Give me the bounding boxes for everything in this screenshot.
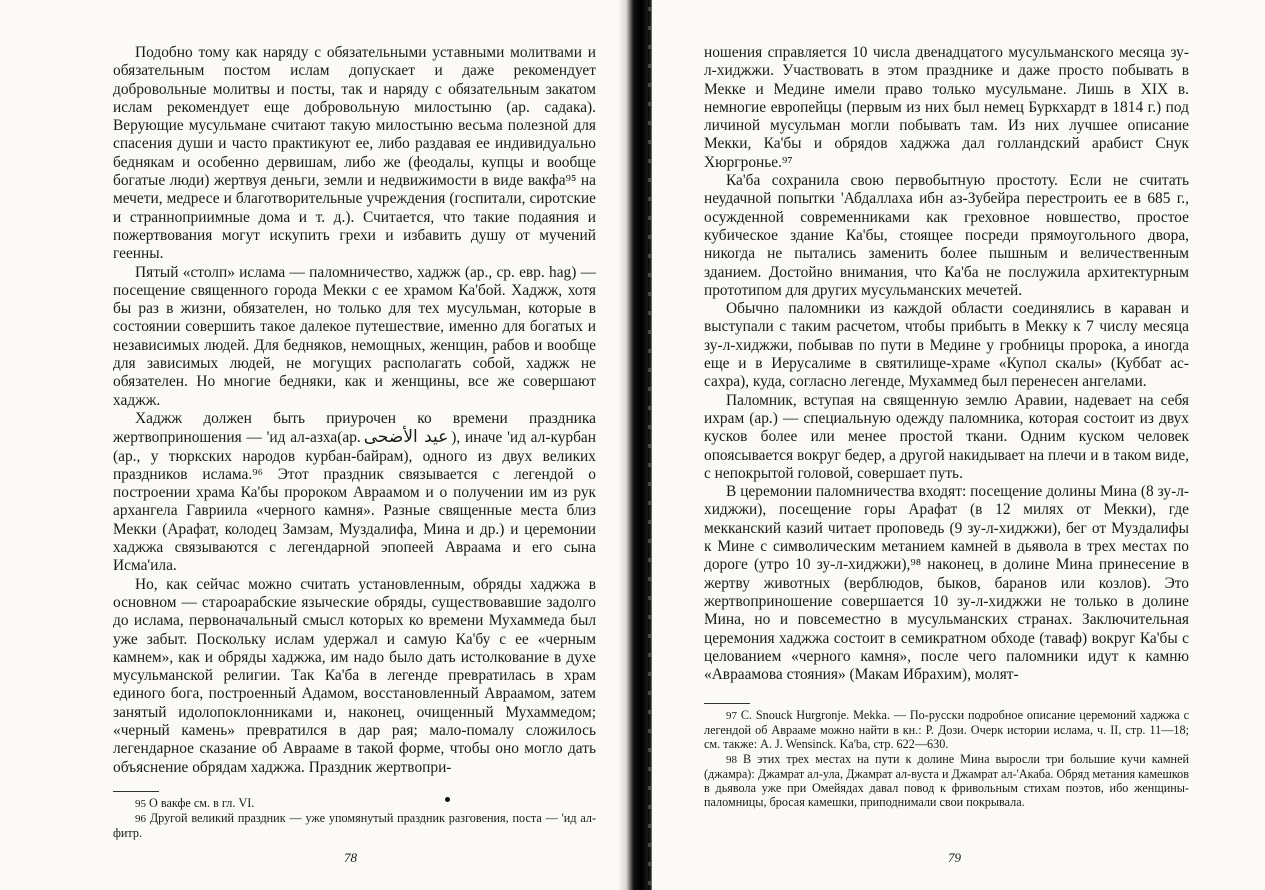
footnote-rule xyxy=(113,791,159,792)
footnote-text: Другой великий праздник — уже упомянутый праздник разговения, поста — 'ид ал-фитр. xyxy=(113,811,597,841)
paragraph: Но, как сейчас можно считать установленным, обряды хаджжа в основном — староарабские языческие обряды, существовавшие задолго до ислама, первоначальный смысл которых ко времени Мухаммеда был уже забыт. Поскольку ислам удержал и самую Ка'бу с ее «черным камнем», как и обряды хаджжа, им надо было дать истолкование в духе мусульманской религии. Так Ка'ба в легенде превратилась в храм единого бога, построенный Адамом, восстановленный Авраамом, затем занятый идолопоклонниками и, наконец, очищенный Мухаммедом; «черный камень» превратился в дар рая; мало-помалу сложилось легендарное сказание об Аврааме в такой форме, чтобы оно могло дать объяснение обрядам хаджжа. Праздник жертвопри- xyxy=(113,575,596,776)
paragraph: Обычно паломники из каждой области соединялись в караван и выступали с таким расчетом, чтобы прибыть в Мекку к 7 числу месяца зу-л-хиджжи, побывав по пути в Медине у гробницы пророка, а иногда еще и в Иерусалиме в святилище-храме «Купол скалы» (Куббат ас-сахра), куда, согласно легенде, Мухаммед был перенесен ангелами. xyxy=(704,300,1189,391)
hajj-paragraph xyxy=(113,410,596,576)
arabic-phrase: عيد الأضحى xyxy=(363,427,449,448)
page-number: 79 xyxy=(948,850,961,865)
arabic-parenthesis: ) xyxy=(451,429,457,447)
footnote-text: В этих трех местах на пути к долине Мина выросли три большие кучи камней (джамра): Джамрат ал-ула, Джамрат ал-вуста и Джамрат ал-'Акаба. Обряд метания камешков в дьявола уже при Омейядах давал повод к фривольным стихам поэтов, ибо женщины-паломницы, бросая камешки, приподнимали свои покрывала. xyxy=(704,751,1190,810)
paragraph: Подобно тому как наряду с обязательными уставными молитвами и обязательным постом ислам допускает и даже рекомендует добровольные молитвы и посты, так и наряду с обязательным закатом ислам рекомендует еще добровольную милостыню (ар. садака). Верующие мусульмане считают такую милостыню весьма полезной для спасения души и часто практикуют ее, либо раздавая ее индивидуально беднякам и особенно дервишам, либо же (феодалы, купцы и вообще богатые люди) жертвуя деньги, земли и недвижимости в виде вакфа⁹⁵ на мечети, медресе и благотворительные учреждения (госпитали, сиротские и странноприимные дома и т. д.). Считается, что такие подаяния и пожертвования могут искупить грехи и избавить душу от мучений геенны. xyxy=(113,44,596,263)
page-number: 78 xyxy=(344,850,357,865)
arabic-parenthesis: ( xyxy=(337,429,343,447)
right-page xyxy=(652,0,1265,890)
footnote-number: 98 xyxy=(726,753,737,766)
footnote-number: 97 xyxy=(726,710,737,722)
paragraph: ношения справляется 10 числа двенадцатого мусульманского месяца зу-л-хиджжи. Участвовать в этом празднике и даже просто побывать в Мекке и Медине имели право только мусульмане. Лишь в XIX в. немногие европейцы (первым из них был немец Буркхардт в 1814 г.) под личиной мусульман могли побывать там. Из них лучшее описание Мекки, Ка'бы и обрядов хаджжа дал голландский арабист Снук Хюргронье.⁹⁷ xyxy=(704,44,1189,171)
paragraph: Паломник, вступая на священную землю Аравии, надевает на себя ихрам (ар.) — специальную одежду паломника, которая состоит из двух кусков более или менее простой ткани. Одним куском человек опоясывается вокруг бедер, а другой накидывает на плечи и в таком виде, с непокрытой головой, совершает путь. xyxy=(704,391,1189,482)
paragraph: Ка'ба сохранила свою первобытную простоту. Если не считать неудачной попытки 'Абдаллаха ибн аз-Зубейра перестроить ее в 685 г., осужденной современниками как греховное новшество, простое кубическое здание Ка'бы, стоящее посреди прямоугольного двора, никогда не пытались заменить более пышным и величественным зданием. Достойно внимания, что Ка'ба не послужила архитектурным прототипом для других мусульманских мечетей. xyxy=(704,172,1189,299)
footnote-rule xyxy=(704,703,750,704)
left-page-body xyxy=(113,44,596,777)
paragraph-text: , иначе 'ид ал-курбан (ар., у тюркских народов курбан-байрам), одного из двух великих праздников ислама.⁹⁶ Этот праздник связывается с легендой о построении храма Ка'бы пророком Авраамом и о получении им из рук архангела Гавриила «черного камня». Разные священные места близ Мекки (Арафат, колодец Замзам, Муздалифа, Мина и др.) и церемонии хаджжа связываются с легендарной эпопеей Авраама и его сына Исма'ила. xyxy=(113,429,597,575)
footnote-number: 95 xyxy=(135,798,146,810)
footnote xyxy=(113,811,596,840)
footnote xyxy=(704,752,1189,810)
footnote-text: C. Snouck Hurgronje. Mekka. — По-русски подробное описание церемоний хаджжа с легендой об Аврааме можно найти в кн.: Р. Дози. Очерк истории ислама, ч. II, стр. 11—18; см. также: A. J. Wensinck. Ka'ba, стр. 622—630. xyxy=(704,708,1189,752)
arabic-lead: ар. xyxy=(342,429,361,447)
right-page-body xyxy=(704,44,1189,684)
footnote xyxy=(704,708,1189,752)
right-footnotes xyxy=(704,708,1189,809)
paragraph-text: Хаджж должен быть приурочен ко времени праздника жертвоприношения — 'ид ал-азха xyxy=(113,409,596,447)
footnote-text: О вакфе см. в гл. VI. xyxy=(149,796,255,810)
footnote xyxy=(113,796,596,811)
footnote-number: 96 xyxy=(135,813,146,826)
paragraph: В церемонии паломничества входят: посещение долины Мина (8 зу-л-хиджжи), посещение горы Арафат (в 12 милях от Мекки), где мекканский казий читает проповедь (9 зу-л-хиджжи), бег от Муздалифы к Мине с символическим метанием камней в дьявола в трех местах по дороге (утро 10 зу-л-хиджжи),⁹⁸ наконец, в долине Мина принесение в жертву животных (верблюдов, быков, баранов или козлов). Это жертвоприношение совершается 10 зу-л-хиджжи не только в долине Мина, но и повсеместно в мусульманских странах. Заключительная церемония хаджжа состоит в семикратном обходе (таваф) вокруг Ка'бы с целованием «черного камня», после чего паломники идут к камню «Авраамова стояния» (Макам Ибрахим), молят- xyxy=(704,483,1189,684)
paragraph: Пятый «столп» ислама — паломничество, хаджж (ар., ср. евр. hag) — посещение священного города Мекки с ее храмом Ка'бой. Хаджж, хотя бы раз в жизни, обязателен, но только для тех мусульман, которые в состоянии совершить такое далекое путешествие, именно для богатых и независимых людей. Для бедняков, немощных, женщин, рабов и вообще для зависимых людей, не могущих располагать собой, хаджж не обязателен. Но многие бедняки, как и женщины, все же совершают хаджж. xyxy=(113,263,596,409)
left-footnotes xyxy=(113,796,596,841)
left-page xyxy=(0,0,632,890)
